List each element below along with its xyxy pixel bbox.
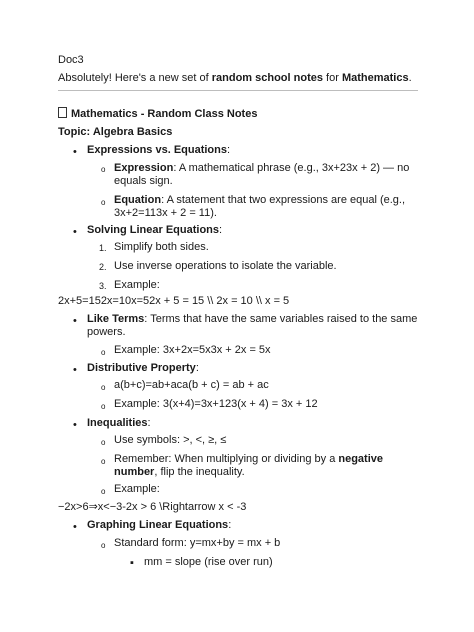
s2-title-text: Solving Linear Equations	[87, 224, 220, 236]
intro-line	[58, 71, 412, 85]
s1-item1-cont: equals sign.	[114, 175, 173, 187]
doc-title: Doc3	[58, 54, 84, 66]
bullet-dot: •	[73, 315, 77, 327]
bullet-square: ▪	[130, 557, 134, 569]
s5-title-text: Inequalities	[87, 417, 148, 429]
s4-title-text: Distributive Property	[87, 362, 196, 374]
s2-step3: Example:	[114, 279, 160, 291]
s5-item2-cont	[114, 465, 245, 479]
s2-step1: Simplify both sides.	[114, 241, 209, 253]
missing-glyph-icon	[58, 107, 67, 118]
bullet-circle: o	[101, 541, 106, 550]
step-number: 1.	[99, 243, 107, 253]
s3-text-cont: powers.	[87, 326, 126, 338]
s6-item1: Standard form: y=mx+by = mx + b	[114, 537, 281, 549]
s1-title: Expressions vs. Equations:	[87, 144, 231, 156]
s1-item1-text: : A mathematical phrase (e.g., 3x+23x + 2) — no	[173, 162, 410, 174]
s5-example: −2x>6⇒x<−3-2x > 6 \Rightarrow x < -3	[58, 501, 247, 513]
bullet-circle: o	[101, 487, 106, 496]
s6-sub1: mm = slope (rise over run)	[144, 556, 273, 568]
intro-mid: for	[322, 72, 342, 84]
s1-item2-text: : A statement that two expressions are equal (e.g.,	[161, 194, 406, 206]
s1-title-text: Expressions vs. Equations	[87, 144, 227, 156]
bullet-dot: •	[73, 419, 77, 431]
bullet-circle: o	[101, 383, 106, 392]
s3-text: : Terms that have the same variables raised to the same	[144, 313, 418, 325]
bullet-dot: •	[73, 146, 77, 158]
s5-item2	[114, 452, 383, 466]
topic: Topic: Algebra Basics	[58, 126, 173, 138]
intro-bold2: Mathematics	[341, 72, 409, 84]
step-number: 2.	[99, 262, 107, 272]
s6-title: Graphing Linear Equations:	[87, 519, 232, 531]
bullet-circle: o	[101, 165, 106, 174]
s4-title: Distributive Property:	[87, 362, 199, 374]
s5-item2-bold1: negative	[338, 453, 384, 465]
bullet-dot: •	[73, 226, 77, 238]
bullet-circle: o	[101, 348, 106, 357]
divider	[58, 90, 418, 91]
s2-title: Solving Linear Equations:	[87, 224, 223, 236]
s4-item1: a(b+c)=ab+aca(b + c) = ab + ac	[114, 379, 269, 391]
intro-end: .	[408, 72, 412, 84]
s5-item1: Use symbols: >, <, ≥, ≤	[114, 434, 227, 446]
s5-item3: Example:	[114, 483, 160, 495]
s5-title: Inequalities:	[87, 417, 151, 429]
intro-bold1: random school notes	[211, 72, 323, 84]
s3-example: Example: 3x+2x=5x3x + 2x = 5x	[114, 344, 271, 356]
bullet-dot: •	[73, 364, 77, 376]
s1-item2	[114, 193, 405, 207]
s4-item2: Example: 3(x+4)=3x+123(x + 4) = 3x + 12	[114, 398, 318, 410]
bullet-circle: o	[101, 438, 106, 447]
s5-item2-pre: Remember: When multiplying or dividing by a	[114, 453, 339, 465]
s1-item1	[114, 161, 409, 175]
s5-item2-bold2: number	[114, 466, 155, 478]
bullet-circle: o	[101, 198, 106, 207]
s1-item1-bold: Expression	[114, 162, 174, 174]
s3-title	[87, 312, 417, 326]
heading-text: Mathematics - Random Class Notes	[71, 108, 258, 120]
heading	[58, 107, 257, 121]
s2-step2: Use inverse operations to isolate the variable.	[114, 260, 337, 272]
s3-title-text: Like Terms	[87, 313, 145, 325]
bullet-circle: o	[101, 457, 106, 466]
step-number: 3.	[99, 281, 107, 291]
bullet-dot: •	[73, 521, 77, 533]
s5-item2-post: , flip the inequality.	[154, 466, 245, 478]
s6-title-text: Graphing Linear Equations	[87, 519, 229, 531]
bullet-circle: o	[101, 402, 106, 411]
s2-example: 2x+5=152x=10x=52x + 5 = 15 \\ 2x = 10 \\ x = 5	[58, 295, 290, 307]
intro-pre: Absolutely! Here's a new set of	[58, 72, 212, 84]
s1-item2-bold: Equation	[114, 194, 162, 206]
s1-item2-cont: 3x+2=113x + 2 = 11).	[114, 207, 217, 219]
